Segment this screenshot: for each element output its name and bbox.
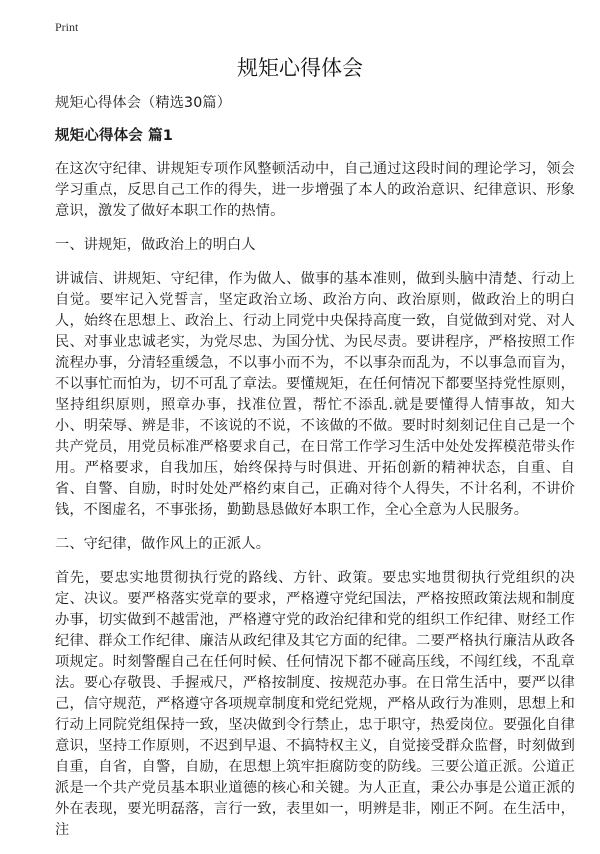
heading-one: 一、讲规矩，做政治上的明白人 [55,237,256,253]
print-label: Print [55,20,79,34]
document-body [55,93,575,854]
paragraph-intro: 在这次守纪律、讲规矩专项作风整顿活动中，自己通过这段时间的理论学习，领会学习重点，反思自己工作的得失，进一步增强了本人的政治意识、纪律意识、形象意识，激发了做好本职工作的热情。 [55,161,575,219]
paragraph-two: 首先，要忠实地贯彻执行党的路线、方针、政策。要忠实地贯彻执行党组织的决定、决议。要严格落实党章的要求，严格遵守党纪国法，严格按照政策法规和制度办事，切实做到不越雷池，严格遵守党的政治纪律和党的组织工作纪律、财经工作纪律、群众工作纪律、廉洁从政纪律及其它方面的纪律。二要严格执行廉洁从政各项规定。时刻警醒自己在任何时候、任何情况下都不碰高压线，不闯红线，不乱章法。要心存敬畏、手握戒尺，严格按制度、按规范办事。在日常生活中，要严以律己，信守规范，严格遵守各项规章制度和党纪党规，严格从政行为准则，思想上和行动上同院党组保持一致，坚决做到令行禁止，忠于职守，热爱岗位。要强化自律意识，坚持工作原则，不迟到早退、不搞特权主义，自觉接受群众监督，时刻做到自重，自省，自警，自励，在思想上筑牢拒腐防变的防线。三要公道正派。公道正派是一个共产党员基本职业道德的核心和关键。为人正直，秉公办事是公道正派的外在表现，要光明磊落，言行一致，表里如一，明辨是非，刚正不阿。在生活中，注 [55,570,575,838]
document-title: 规矩心得体会 [237,56,363,80]
heading-two: 二、守纪律，做作风上的正派人。 [55,536,271,552]
section-title: 规矩心得体会 篇1 [55,128,173,144]
document-subtitle: 规矩心得体会（精选30篇） [55,95,232,111]
paragraph-one: 讲诚信、讲规矩、守纪律，作为做人、做事的基本准则，做到头脑中清楚、行动上自觉。要牢记入党誓言，坚定政治立场、政治方向、政治原则，做政治上的明白人，始终在思想上、政治上、行动上同党中央保持高度一致，自觉做到对党、对人民、对事业忠诚老实，为党尽忠、为国分忧、为民尽责。要讲程序，严格按照工作流程办事，分清轻重缓急，不以事小而不为，不以事杂而乱为，不以事急而盲为，不以事忙而怕为，切不可乱了章法。要懂规矩，在任何情况下都要坚持党性原则，坚持组织原则，照章办事，找准位置，帮忙不添乱.就是要懂得人情事故，知大小、明荣辱、辨是非，不该说的不说，不该做的不做。要时时刻刻记住自己是一个共产党员，用党员标准严格要求自己，在日常工作学习生活中处处发挥模范带头作用。严格要求，自我加压，始终保持与时俱进、开拓创新的精神状态，自重、自省、自警、自励，时时处处严格约束自己，正确对待个人得失，不计名利，不讲价钱，不图虚名，不事张扬，勤勤恳恳做好本职工作，全心全意为人民服务。 [55,271,575,518]
